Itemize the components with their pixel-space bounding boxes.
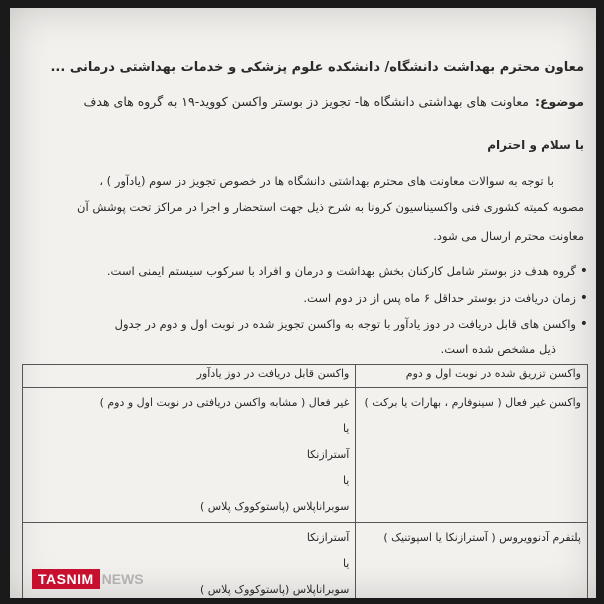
table-header-row (23, 365, 588, 388)
watermark-brand: TASNIM (32, 569, 100, 589)
greeting: با سلام و احترام (487, 138, 584, 152)
bullet-item: • واکسن های قابل دریافت در دوز یادآور با توجه به واکسن تجویز شده در نوبت اول و دوم در جدول (24, 317, 576, 331)
booster-option: غیر فعال ( مشابه واکسن دریافتی در نوبت اول و دوم ) (99, 396, 350, 409)
subject-text: معاونت های بهداشتی دانشگاه ها- تجویز دز بوستر واکسن کووید-۱۹ به گروه های هدف (83, 94, 529, 109)
paragraph-line: مصوبه کمیته کشوری فنی واکسیناسیون کرونا به شرح ذیل جهت استحضار و اجرا در مراکز تحت پوشش آن (77, 200, 584, 214)
bullet-continuation: ذیل مشخص شده است. (440, 342, 556, 356)
booster-or: یا (342, 474, 350, 487)
booster-option: سوبراناپلاس (پاستوکووک پلاس ) (199, 500, 350, 513)
booster-vaccine-cell (23, 388, 356, 523)
booster-option: آسترازنکا (306, 531, 350, 544)
addressee-line: معاون محترم بهداشت دانشگاه/ دانشکده علوم پزشکی و خدمات بهداشتی درمانی ... (50, 60, 584, 75)
booster-or: یا (342, 557, 350, 570)
booster-option: سوبراناپلاس (پاستوکووک پلاس ) (199, 583, 350, 596)
header-given-vaccine: واکسن تزریق شده در نوبت اول و دوم (356, 365, 588, 388)
letter-paper (10, 8, 596, 598)
subject-line (24, 94, 584, 109)
header-booster-vaccine: واکسن قابل دریافت در دوز یادآور (23, 365, 356, 388)
watermark-suffix: NEWS (101, 571, 144, 587)
booster-option: آسترازنکا (306, 448, 350, 461)
bullet-item: • گروه هدف دز بوستر شامل کارکنان بخش بهداشت و درمان و افراد با سرکوب سیستم ایمنی است. (24, 264, 576, 278)
table-row (23, 388, 588, 523)
given-vaccine-cell (356, 388, 588, 523)
subject-key: موضوع: (534, 94, 584, 109)
given-vaccine-text: واکسن غیر فعال ( سینوفارم ، بهارات یا برکت ) (364, 396, 581, 409)
paragraph-line: معاونت محترم ارسال می شود. (433, 229, 584, 243)
bullet-item: • زمان دریافت دز بوستر حداقل ۶ ماه پس از دز دوم است. (24, 291, 576, 305)
booster-or: یا (342, 422, 350, 435)
given-vaccine-cell (356, 523, 588, 599)
tasnim-watermark (32, 568, 144, 590)
paragraph-line: با توجه به سوالات معاونت های محترم بهداشتی دانشگاه ها در خصوص تجویز دز سوم (یادآور ) ، (99, 174, 554, 188)
given-vaccine-text: پلتفرم آدنوویروس ( آسترازنکا یا اسپوتنیک ) (383, 531, 581, 544)
vaccine-table (22, 364, 588, 598)
